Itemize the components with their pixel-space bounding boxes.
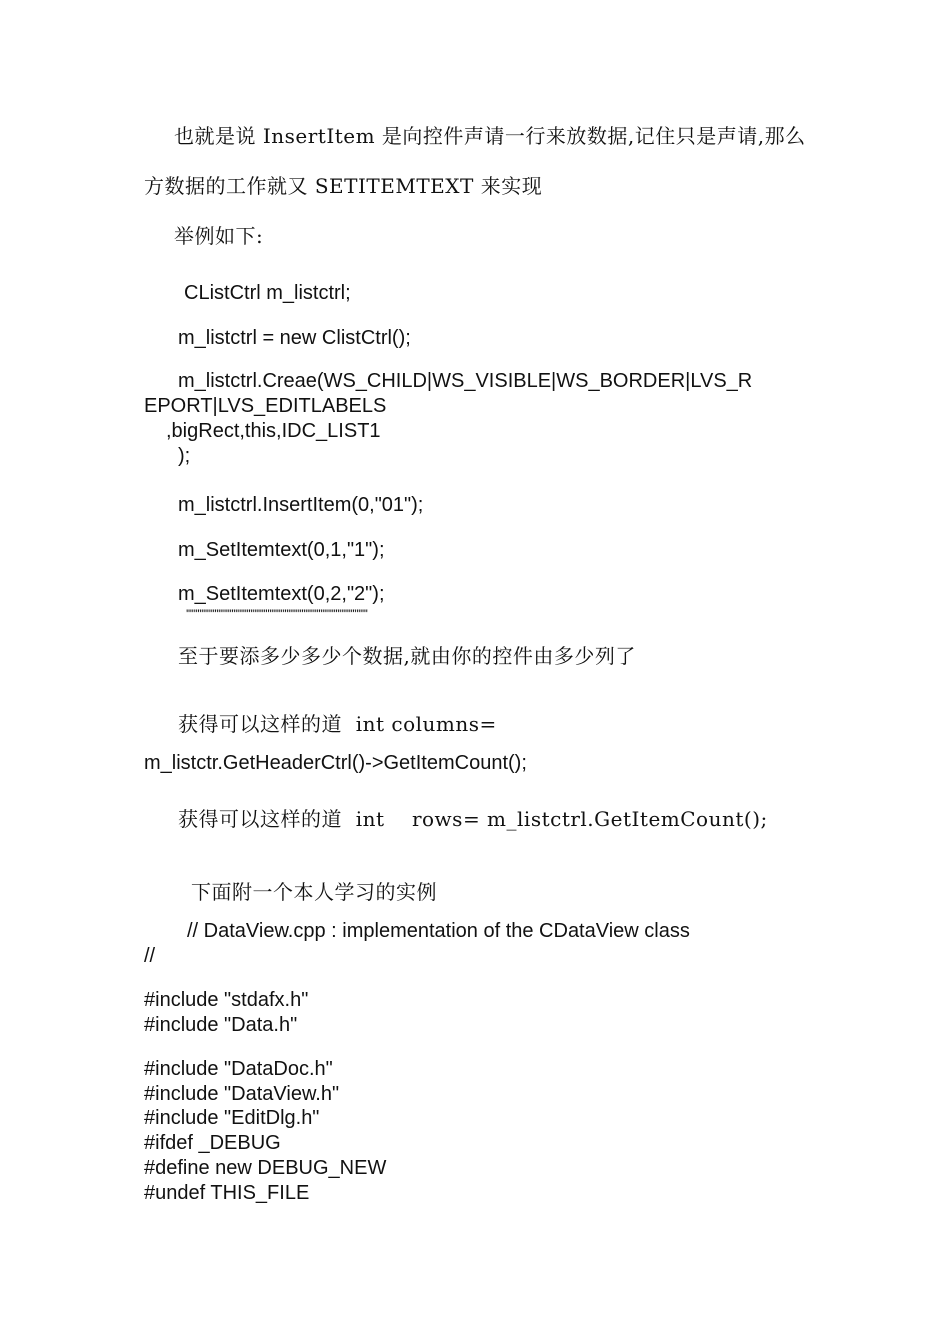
code-line: m_SetItemtext(0,2,"2");	[178, 583, 385, 605]
code-line: m_listctrl.InsertItem(0,"01");	[178, 494, 424, 516]
paragraph-line: 举例如下:	[174, 224, 264, 248]
code-line: #include "Data.h"	[144, 1014, 298, 1036]
code-line: );	[178, 445, 191, 467]
code-line: m_SetItemtext(0,1,"1");	[178, 539, 385, 561]
section-heading: 下面附一个本人学习的实例	[191, 880, 437, 904]
code-comment: // DataView.cpp : implementation of the CDataView class	[187, 920, 690, 942]
code-line: CListCtrl m_listctrl;	[184, 282, 351, 304]
code-line: EPORT|LVS_EDITLABELS	[144, 395, 387, 417]
paragraph-line: 获得可以这样的道 int rows= m_listctrl.GetItemCount();	[178, 807, 768, 831]
code-line: m_listctr.GetHeaderCtrl()->GetItemCount();	[144, 752, 527, 774]
paragraph-line: 至于要添多少多少个数据,就由你的控件由多少列了	[178, 644, 636, 668]
paragraph-line: 获得可以这样的道 int columns=	[178, 712, 497, 736]
code-line: #define new DEBUG_NEW	[144, 1157, 387, 1179]
code-line: #include "EditDlg.h"	[144, 1107, 320, 1129]
code-line: m_listctrl.Creae(WS_CHILD|WS_VISIBLE|WS_BORDER|LVS_R	[178, 370, 753, 392]
code-comment: //	[144, 945, 156, 967]
code-line: ,bigRect,this,IDC_LIST1	[166, 420, 381, 442]
code-line: #include "DataView.h"	[144, 1083, 340, 1105]
code-line: m_listctrl = new ClistCtrl();	[178, 327, 411, 349]
code-line: #undef THIS_FILE	[144, 1182, 310, 1204]
paragraph-line: 方数据的工作就又 SETITEMTEXT 来实现	[144, 174, 543, 198]
separator-marks: ''''''''''''''''''''''''''''''''''''''''''''''''''''''''''''''''''''''''''''''''''''''''''''''''	[186, 607, 368, 621]
code-line: #include "DataDoc.h"	[144, 1058, 333, 1080]
paragraph-line: 也就是说 InsertItem 是向控件声请一行来放数据,记住只是声请,那么	[174, 124, 806, 148]
code-line: #include "stdafx.h"	[144, 989, 309, 1011]
code-line: #ifdef _DEBUG	[144, 1132, 281, 1154]
